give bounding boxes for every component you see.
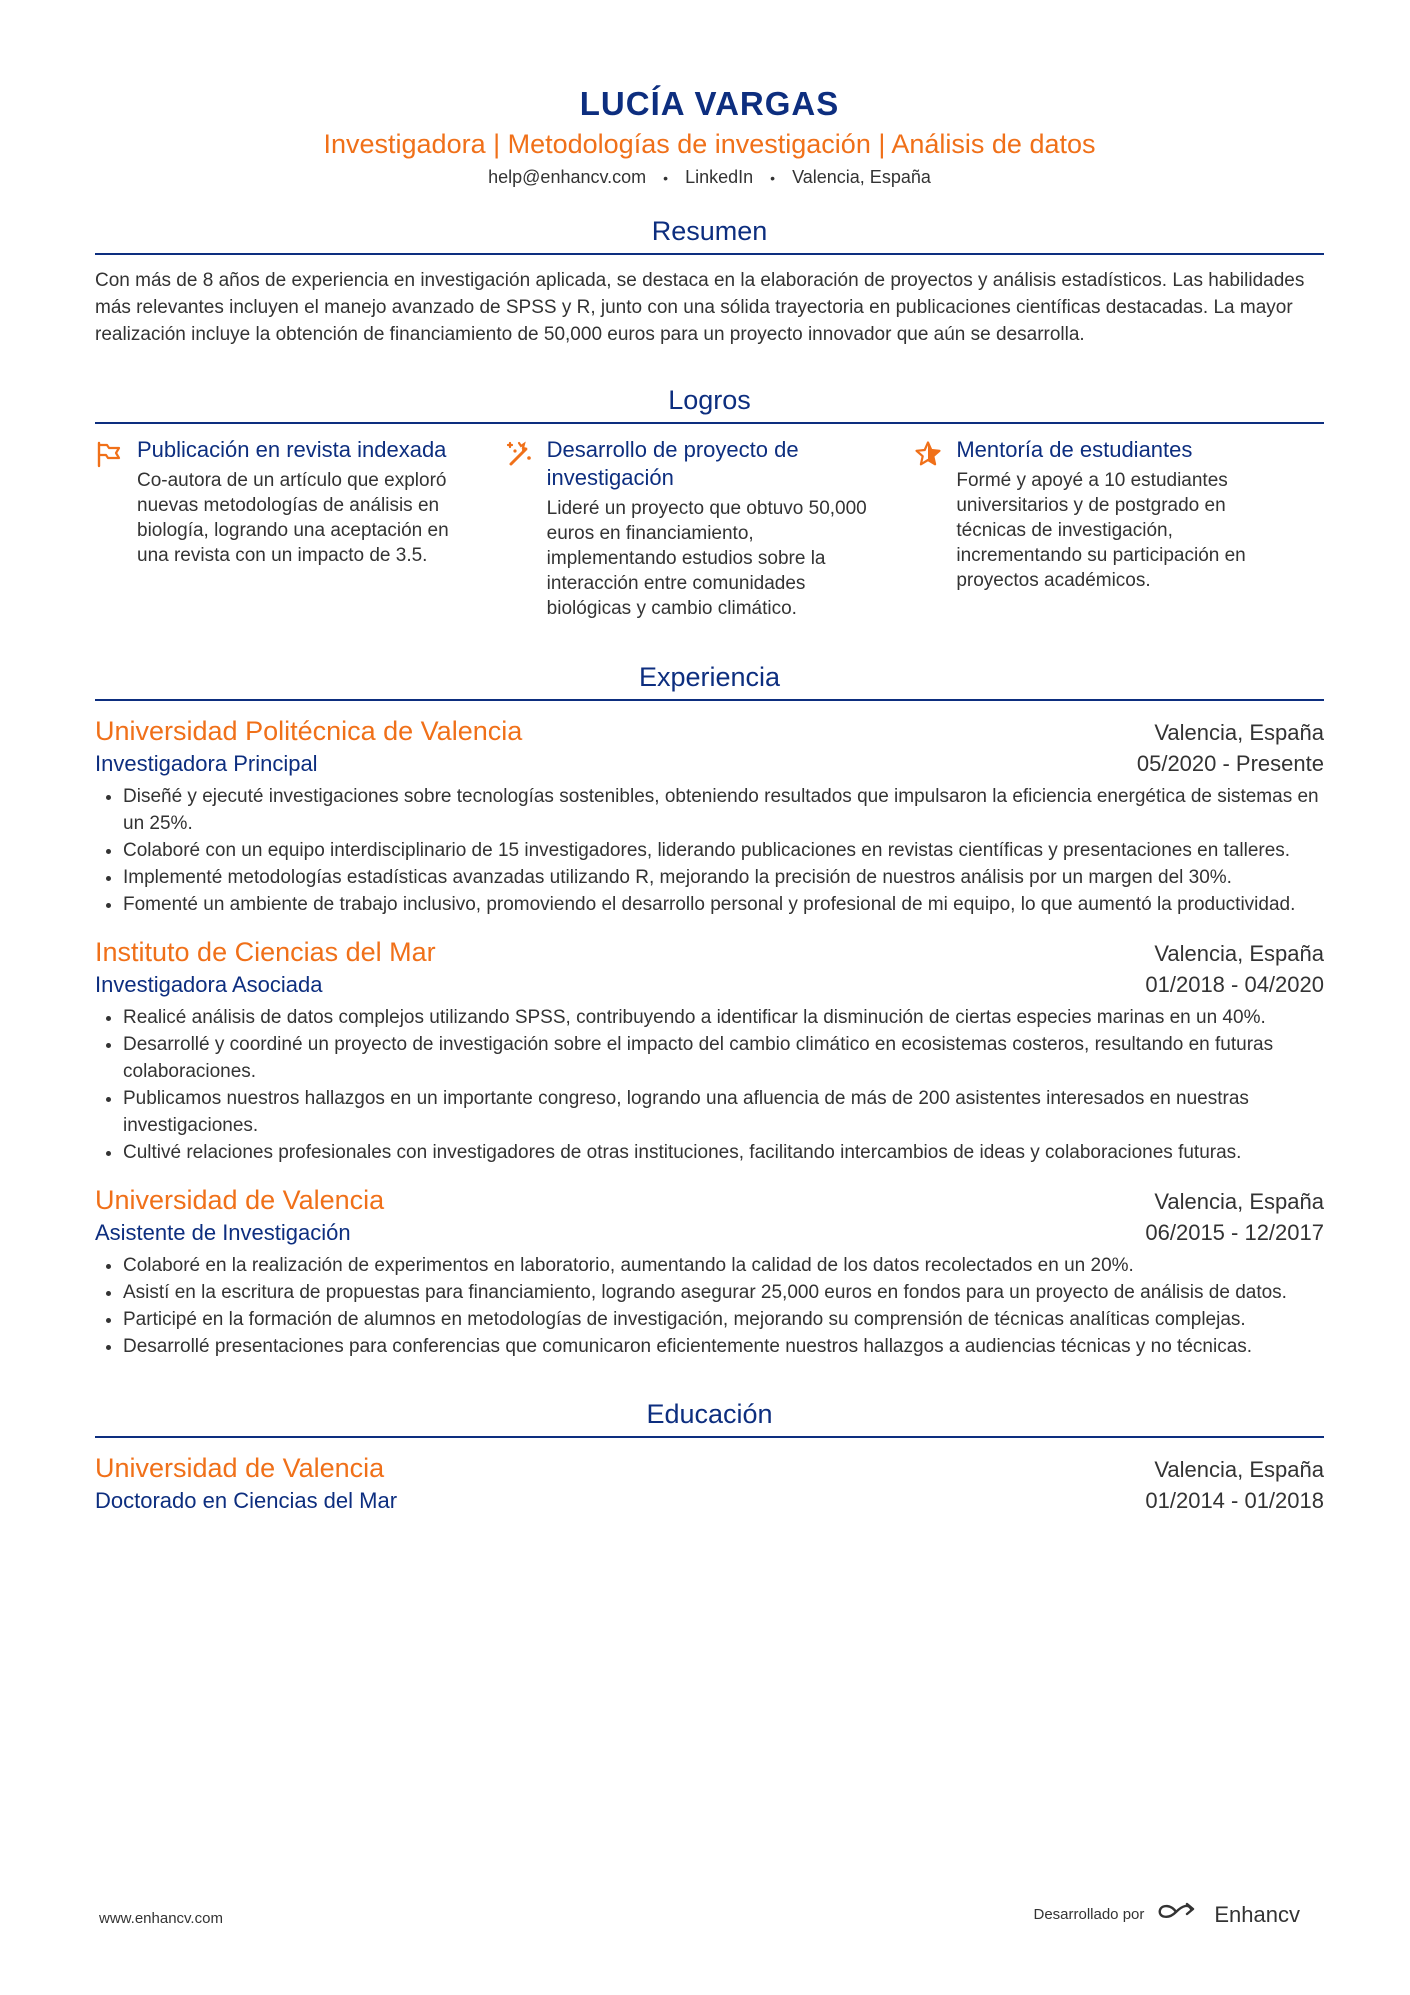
- bullet-item: • Asistí en la escritura de propuestas para financiamiento, logrando asegurar 25,000 euros en fondos para un proyecto de análisis de datos.: [123, 1279, 1324, 1306]
- resume-header: [95, 0, 1324, 191]
- experience-location: Valencia, España: [1154, 941, 1324, 966]
- enhancv-logo-icon: [1156, 1900, 1202, 1929]
- bullet-item: • Fomenté un ambiente de trabajo inclusivo, promoviendo el desarrollo personal y profesional de mi equipo, lo que aumentó la productividad.: [123, 891, 1324, 918]
- achievement-item: [914, 436, 1324, 621]
- section-title-education: Educación: [95, 1396, 1324, 1438]
- experience-item: [95, 713, 1324, 918]
- education-location: Valencia, España: [1154, 1457, 1324, 1482]
- bullet-item: • Desarrollé presentaciones para conferencias que comunicaron eficientemente nuestros hallazgos a audiencias técnicas y no técnicas.: [123, 1333, 1324, 1360]
- separator-dot: •: [770, 170, 776, 186]
- star-icon: [914, 436, 956, 621]
- achievements-section: [95, 382, 1324, 621]
- footer-website[interactable]: www.enhancv.com: [99, 1910, 223, 1927]
- bullet-item: • Publicamos nuestros hallazgos en un importante congreso, logrando una afluencia de más de 200 asistentes interesados en nuestras investigaciones.: [123, 1085, 1324, 1139]
- email-link[interactable]: help@enhancv.com: [488, 167, 647, 187]
- bullet-item: • Cultivé relaciones profesionales con investigadores de otras instituciones, facilitando intercambios de ideas y colaboraciones futuras.: [123, 1139, 1324, 1166]
- bullet-item: • Colaboré en la realización de experimentos en laboratorio, aumentando la calidad de los datos recolectados en un 20%.: [123, 1252, 1324, 1279]
- bullet-item: • Diseñé y ejecuté investigaciones sobre tecnologías sostenibles, obteniendo resultados que impulsaron la eficiencia energética de sistemas en un 25%.: [123, 783, 1324, 837]
- achievement-desc: Lideré un proyecto que obtuvo 50,000 euros en financiamiento, implementando estudios sobre la interacción entre comunidades biológicas y cambio climático.: [546, 498, 867, 619]
- experience-dates: 06/2015 - 12/2017: [1145, 1220, 1324, 1245]
- experience-org: Universidad Politécnica de Valencia: [95, 716, 523, 746]
- location-text: Valencia, España: [792, 167, 931, 187]
- separator-dot: •: [663, 170, 669, 186]
- experience-bullets: [95, 1004, 1324, 1166]
- bullet-item: • Implementé metodologías estadísticas avanzadas utilizando R, mejorando la precisión de nuestros análisis por un margen del 30%.: [123, 864, 1324, 891]
- education-dates: 01/2014 - 01/2018: [1145, 1488, 1324, 1513]
- flag-icon: [95, 436, 137, 621]
- experience-org: Instituto de Ciencias del Mar: [95, 937, 436, 967]
- bullet-item: • Realicé análisis de datos complejos utilizando SPSS, contribuyendo a identificar la disminución de ciertas especies marinas en un 40%.: [123, 1004, 1324, 1031]
- experience-bullets: [95, 783, 1324, 918]
- experience-section: [95, 659, 1324, 1360]
- experience-dates: 01/2018 - 04/2020: [1145, 972, 1324, 997]
- experience-dates: 05/2020 - Presente: [1136, 751, 1324, 776]
- footer-branding: [1033, 1900, 1300, 1929]
- experience-role: Investigadora Principal: [95, 751, 318, 776]
- experience-role: Investigadora Asociada: [95, 972, 323, 997]
- summary-section: [95, 213, 1324, 348]
- powered-by-text: Desarrollado por: [1033, 1906, 1145, 1923]
- bullet-item: • Desarrollé y coordiné un proyecto de investigación sobre el impacto del cambio climático en ecosistemas costeros, resultando en futuras colaboraciones.: [123, 1031, 1324, 1085]
- bullet-item: • Colaboré con un equipo interdisciplinario de 15 investigadores, liderando publicaciones en revistas científicas y presentaciones en talleres.: [123, 837, 1324, 864]
- magic-wand-icon: [505, 436, 547, 621]
- candidate-headline: Investigadora | Metodologías de investigación | Análisis de datos: [323, 129, 1096, 159]
- achievement-title: Publicación en revista indexada: [137, 437, 447, 462]
- experience-location: Valencia, España: [1154, 1189, 1324, 1214]
- section-title-summary: Resumen: [95, 213, 1324, 255]
- section-title-experience: Experiencia: [95, 659, 1324, 701]
- resume-page: [95, 0, 1324, 1532]
- experience-location: Valencia, España: [1154, 720, 1324, 745]
- achievement-title: Mentoría de estudiantes: [956, 437, 1193, 462]
- experience-org: Universidad de Valencia: [95, 1185, 385, 1215]
- education-org: Universidad de Valencia: [95, 1453, 385, 1483]
- education-degree: Doctorado en Ciencias del Mar: [95, 1488, 398, 1513]
- achievement-title: Desarrollo de proyecto de investigación: [546, 437, 799, 490]
- summary-text: Con más de 8 años de experiencia en investigación aplicada, se destaca en la elaboración de proyectos y análisis estadísticos. Las habilidades más relevantes incluyen el manejo avanzado de SPSS y R, junto con una sólida trayectoria en publicaciones científicas destacadas. La mayor realización incluye la obtención de financiamiento de 50,000 euros para un proyecto innovador que aún se desarrolla.: [95, 270, 1305, 345]
- experience-role: Asistente de Investigación: [95, 1220, 351, 1245]
- achievements-list: [95, 436, 1324, 621]
- enhancv-brand: Enhancv: [1214, 1901, 1300, 1927]
- contact-line: [95, 164, 1324, 191]
- achievement-desc: Co-autora de un artículo que exploró nuevas metodologías de análisis en biología, logrando una aceptación en una revista con un impacto de 3.5.: [137, 470, 449, 566]
- candidate-name: LUCÍA VARGAS: [579, 85, 840, 122]
- achievement-item: [505, 436, 915, 621]
- experience-item: [95, 934, 1324, 1166]
- education-section: [95, 1396, 1324, 1516]
- linkedin-link[interactable]: LinkedIn: [685, 167, 754, 187]
- section-title-achievements: Logros: [95, 382, 1324, 424]
- achievement-desc: Formé y apoyé a 10 estudiantes universitarios y de postgrado en técnicas de investigación, incrementando su participación en proyectos académicos.: [956, 470, 1246, 591]
- bullet-item: • Participé en la formación de alumnos en metodologías de investigación, mejorando su comprensión de técnicas analíticas complejas.: [123, 1306, 1324, 1333]
- experience-bullets: [95, 1252, 1324, 1360]
- experience-item: [95, 1182, 1324, 1360]
- education-item: [95, 1450, 1324, 1516]
- achievement-item: [95, 436, 505, 621]
